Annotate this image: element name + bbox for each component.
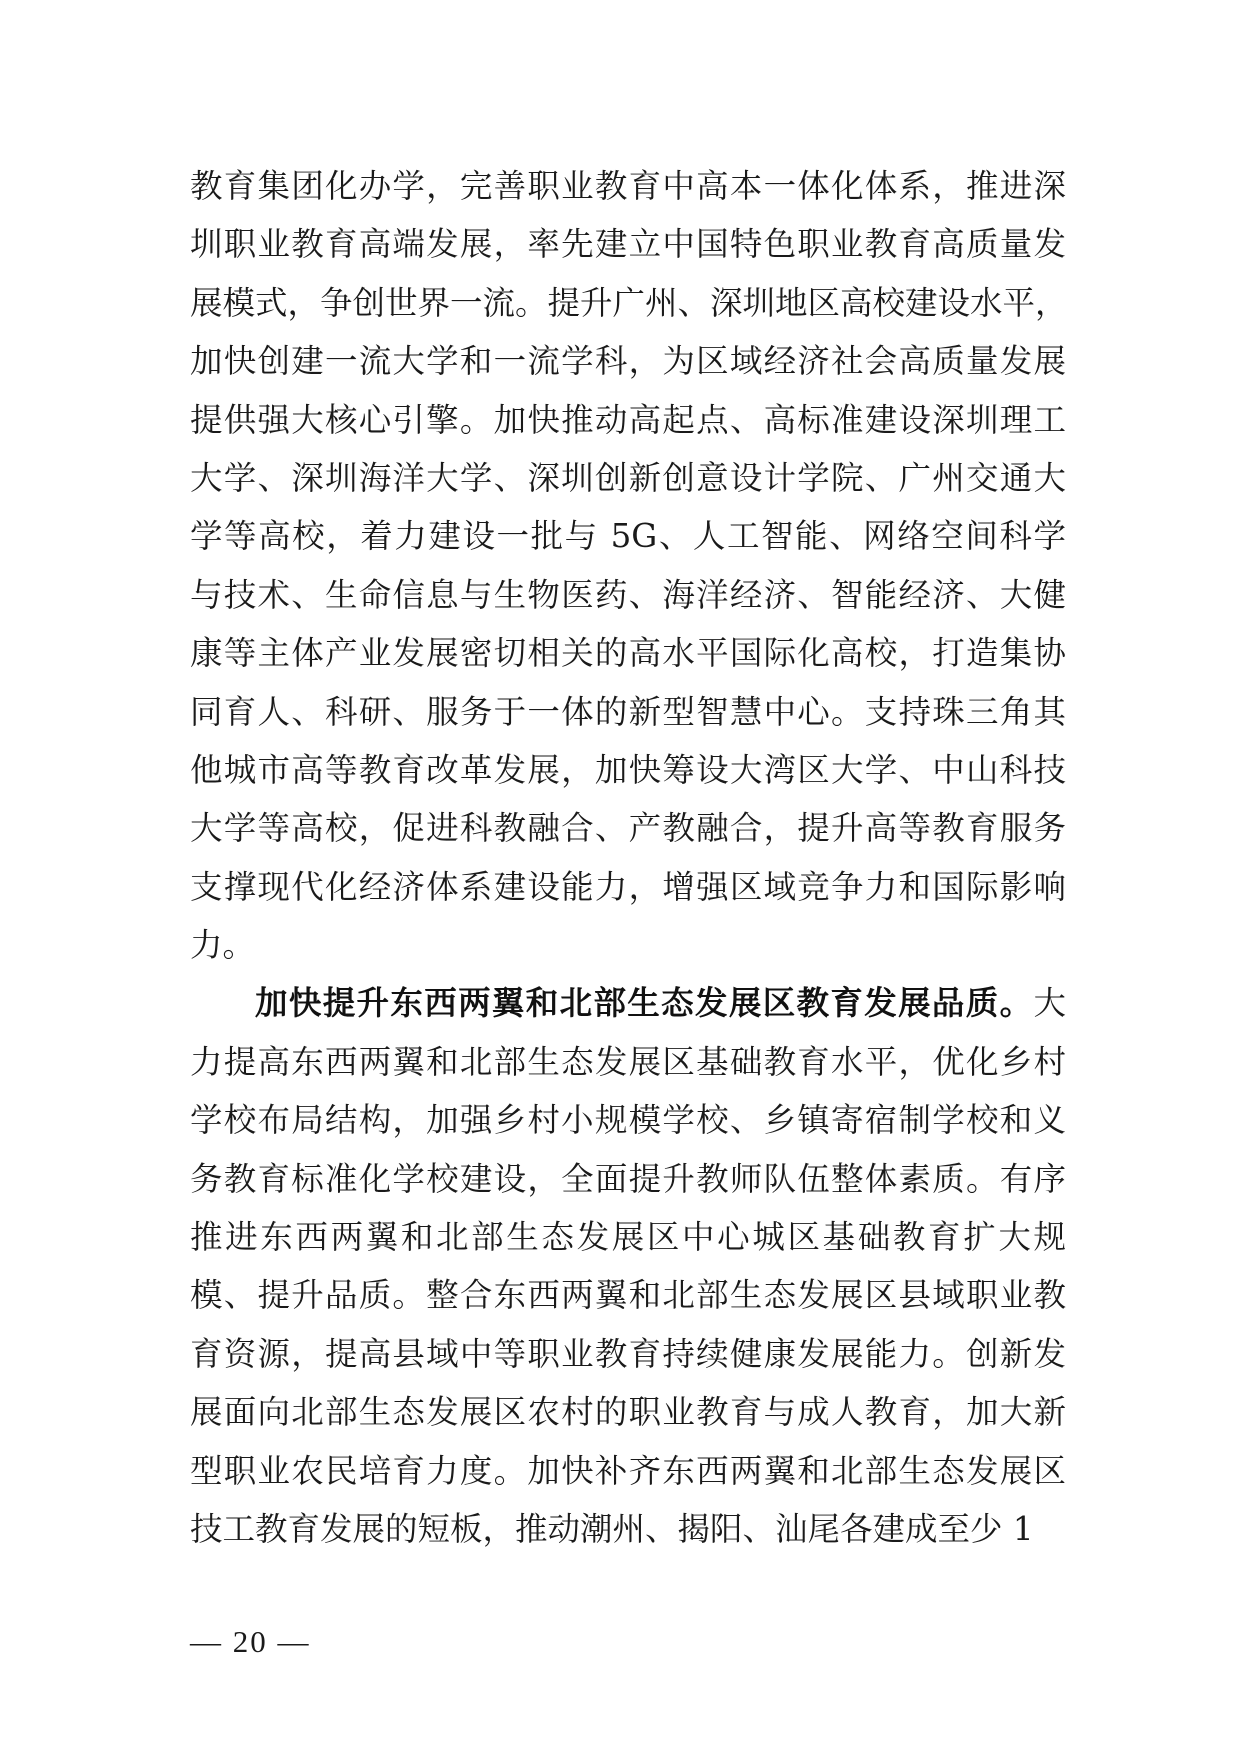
line-text: 技工教育发展的短板，推动潮州、揭阳、汕尾各建成至少 1: [190, 1509, 1034, 1548]
line-text: 模、提升品质。整合东西两翼和北部生态发展区县域职业教: [190, 1276, 1066, 1315]
line-text: 力提高东西两翼和北部生态发展区基础教育水平，优化乡村: [190, 1042, 1066, 1081]
text-line: [190, 799, 1066, 857]
text-line: [190, 1266, 1066, 1324]
text-line: [190, 1150, 1066, 1208]
text-line: [190, 157, 1066, 215]
line-text: 与技术、生命信息与生物医药、海洋经济、智能经济、大健: [190, 575, 1066, 614]
document-body: [190, 157, 1066, 1558]
text-line: [190, 449, 1066, 507]
text-line: [190, 391, 1066, 449]
line-text: 学校布局结构，加强乡村小规模学校、乡镇寄宿制学校和义: [190, 1101, 1066, 1140]
line-text: 大: [1033, 984, 1066, 1023]
text-line: [190, 1033, 1066, 1091]
text-line: [190, 1383, 1066, 1441]
line-text: 大学等高校，促进科教融合、产教融合，提升高等教育服务: [190, 809, 1066, 848]
text-line: [190, 683, 1066, 741]
text-line: [190, 215, 1066, 273]
line-text: 力。: [190, 926, 256, 965]
line-text: 大学、深圳海洋大学、深圳创新创意设计学院、广州交通大: [190, 458, 1066, 497]
text-line: [190, 974, 1066, 1032]
line-text: 圳职业教育高端发展，率先建立中国特色职业教育高质量发: [190, 225, 1066, 264]
text-line: [190, 274, 1066, 332]
line-text: 展面向北部生态发展区农村的职业教育与成人教育，加大新: [190, 1393, 1066, 1432]
text-line: [190, 1442, 1066, 1500]
text-line: [190, 741, 1066, 799]
text-line: [190, 624, 1066, 682]
line-text: 提供强大核心引擎。加快推动高起点、高标准建设深圳理工: [190, 400, 1066, 439]
text-line: [190, 1325, 1066, 1383]
text-line: [190, 858, 1066, 916]
line-text: 加快创建一流大学和一流学科，为区域经济社会高质量发展: [190, 342, 1066, 381]
text-line: [190, 1208, 1066, 1266]
line-text: 同育人、科研、服务于一体的新型智慧中心。支持珠三角其: [190, 692, 1066, 731]
text-line: [190, 507, 1066, 565]
text-line: [190, 1500, 1066, 1558]
line-text: 育资源，提高县域中等职业教育持续健康发展能力。创新发: [190, 1334, 1066, 1373]
page-number: [190, 1622, 311, 1662]
page-number-text: — 20 —: [190, 1624, 311, 1659]
text-line: [190, 916, 1066, 974]
line-text: 学等高校，着力建设一批与 5G、人工智能、网络空间科学: [190, 517, 1066, 556]
text-line: [190, 1091, 1066, 1149]
text-line: [190, 566, 1066, 624]
line-text: 务教育标准化学校建设，全面提升教师队伍整体素质。有序: [190, 1159, 1066, 1198]
line-text: 康等主体产业发展密切相关的高水平国际化高校，打造集协: [190, 634, 1066, 673]
line-text: 展模式，争创世界一流。提升广州、深圳地区高校建设水平，: [190, 283, 1068, 322]
line-text: 型职业农民培育力度。加快补齐东西两翼和北部生态发展区: [190, 1451, 1066, 1490]
line-text: 推进东西两翼和北部生态发展区中心城区基础教育扩大规: [190, 1218, 1066, 1257]
text-line: [190, 332, 1066, 390]
bold-lead-in-text: 加快提升东西两翼和北部生态发展区教育发展品质。: [255, 983, 1034, 1023]
line-text: 他城市高等教育改革发展，加快筹设大湾区大学、中山科技: [190, 750, 1066, 789]
line-text: 教育集团化办学，完善职业教育中高本一体化体系，推进深: [190, 167, 1066, 205]
line-text: 支撑现代化经济体系建设能力，增强区域竞争力和国际影响: [190, 867, 1066, 906]
